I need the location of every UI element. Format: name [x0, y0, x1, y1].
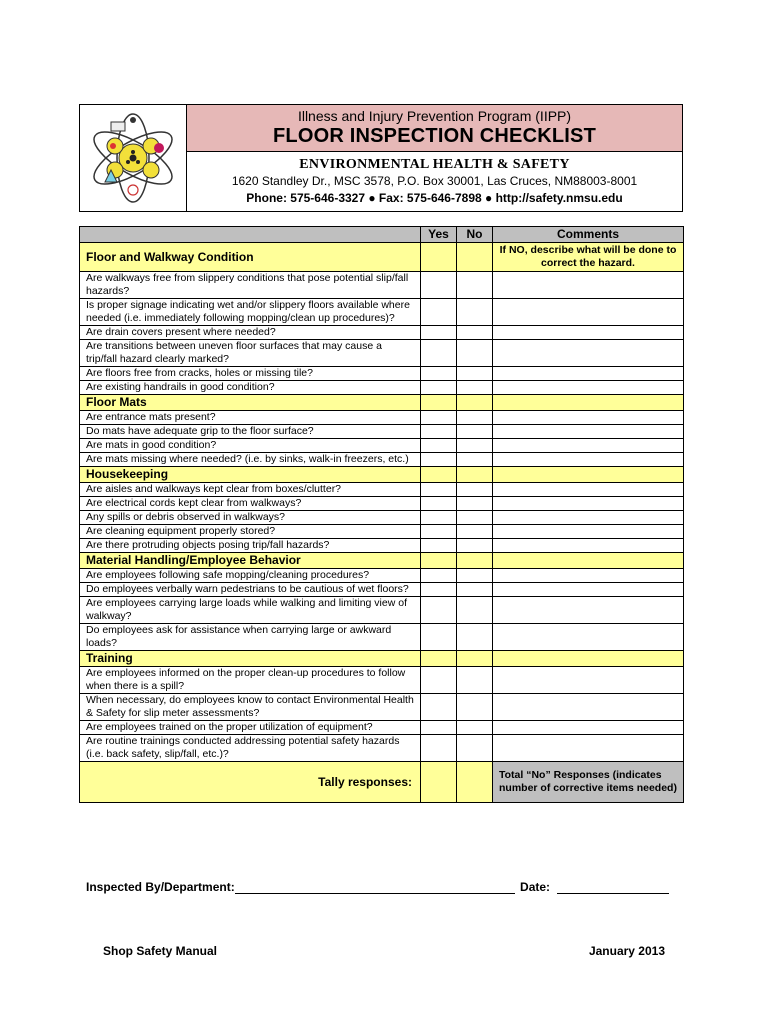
document-title: FLOOR INSPECTION CHECKLIST — [273, 125, 596, 147]
section-title: Floor Mats — [80, 395, 421, 411]
table-row — [80, 326, 684, 340]
no-checkbox-cell[interactable] — [457, 735, 493, 762]
table-row — [80, 525, 684, 539]
question-text: Are employees trained on the proper utilization of equipment? — [80, 721, 421, 735]
section-no-cell — [457, 651, 493, 667]
comments-cell[interactable] — [493, 735, 684, 762]
section-yes-cell — [421, 243, 457, 272]
header-blank-cell — [80, 227, 421, 243]
tally-label: Tally responses: — [80, 762, 421, 803]
question-text: Are drain covers present where needed? — [80, 326, 421, 340]
section-row — [80, 467, 684, 483]
table-row — [80, 439, 684, 453]
table-row — [80, 367, 684, 381]
section-no-cell — [457, 553, 493, 569]
section-no-cell — [457, 395, 493, 411]
table-row — [80, 483, 684, 497]
comments-cell[interactable] — [493, 439, 684, 453]
question-text: Are mats missing where needed? (i.e. by sinks, walk-in freezers, etc.) — [80, 453, 421, 467]
table-row — [80, 667, 684, 694]
yes-checkbox-cell[interactable] — [421, 597, 457, 624]
table-row — [80, 721, 684, 735]
section-yes-cell — [421, 395, 457, 411]
table-row — [80, 340, 684, 367]
inspection-checklist-table — [79, 226, 684, 803]
question-text: Are employees carrying large loads while walking and limiting view of walkway? — [80, 597, 421, 624]
comments-cell[interactable] — [493, 539, 684, 553]
checklist-body — [80, 243, 684, 803]
table-row — [80, 735, 684, 762]
no-checkbox-cell[interactable] — [457, 299, 493, 326]
no-checkbox-cell[interactable] — [457, 453, 493, 467]
table-row — [80, 569, 684, 583]
section-yes-cell — [421, 467, 457, 483]
section-comments-cell — [493, 651, 684, 667]
no-checkbox-cell[interactable] — [457, 272, 493, 299]
comments-cell[interactable] — [493, 511, 684, 525]
no-checkbox-cell[interactable] — [457, 597, 493, 624]
question-text: Are mats in good condition? — [80, 439, 421, 453]
comments-cell[interactable] — [493, 299, 684, 326]
section-title: Housekeeping — [80, 467, 421, 483]
no-checkbox-cell[interactable] — [457, 439, 493, 453]
no-checkbox-cell[interactable] — [457, 569, 493, 583]
yes-checkbox-cell[interactable] — [421, 539, 457, 553]
table-header-row — [80, 227, 684, 243]
inspected-by-field[interactable] — [235, 881, 515, 894]
comments-cell[interactable] — [493, 525, 684, 539]
no-checkbox-cell[interactable] — [457, 525, 493, 539]
yes-checkbox-cell[interactable] — [421, 439, 457, 453]
comments-cell[interactable] — [493, 381, 684, 395]
table-row — [80, 624, 684, 651]
question-text: Are employees informed on the proper clean-up procedures to follow when there is a spill? — [80, 667, 421, 694]
question-text: Are cleaning equipment properly stored? — [80, 525, 421, 539]
no-checkbox-cell[interactable] — [457, 511, 493, 525]
question-text: Are entrance mats present? — [80, 411, 421, 425]
question-text: Is proper signage indicating wet and/or slippery floors available where needed (i.e. immediately following mopping/clean up procedures)? — [80, 299, 421, 326]
footer-manual-name: Shop Safety Manual — [103, 944, 218, 958]
table-row — [80, 511, 684, 525]
question-text: Are aisles and walkways kept clear from boxes/clutter? — [80, 483, 421, 497]
signature-line — [86, 880, 676, 894]
question-text: Are walkways free from slippery conditions that pose potential slip/fall hazards? — [80, 272, 421, 299]
question-text: Are there protruding objects posing trip/fall hazards? — [80, 539, 421, 553]
comments-column-header: Comments — [493, 227, 684, 243]
no-checkbox-cell[interactable] — [457, 497, 493, 511]
yes-checkbox-cell[interactable] — [421, 624, 457, 651]
question-text: Do mats have adequate grip to the floor surface? — [80, 425, 421, 439]
no-checkbox-cell[interactable] — [457, 425, 493, 439]
yes-checkbox-cell[interactable] — [421, 569, 457, 583]
table-row — [80, 497, 684, 511]
yes-checkbox-cell[interactable] — [421, 367, 457, 381]
yes-checkbox-cell[interactable] — [421, 340, 457, 367]
yes-checkbox-cell[interactable] — [421, 272, 457, 299]
no-checkbox-cell[interactable] — [457, 721, 493, 735]
question-text: Are electrical cords kept clear from walkways? — [80, 497, 421, 511]
section-row — [80, 553, 684, 569]
no-checkbox-cell[interactable] — [457, 539, 493, 553]
section-row — [80, 395, 684, 411]
organization-address: 1620 Standley Dr., MSC 3578, P.O. Box 30001, Las Cruces, NM88003-8001 — [231, 174, 638, 188]
section-comments-cell — [493, 553, 684, 569]
comments-cell[interactable] — [493, 272, 684, 299]
yes-checkbox-cell[interactable] — [421, 453, 457, 467]
table-row — [80, 583, 684, 597]
logo-cell — [80, 105, 187, 211]
question-text: Are floors free from cracks, holes or missing tile? — [80, 367, 421, 381]
no-checkbox-cell[interactable] — [457, 483, 493, 497]
title-cell — [187, 105, 682, 211]
no-checkbox-cell[interactable] — [457, 381, 493, 395]
no-checkbox-cell[interactable] — [457, 694, 493, 721]
section-row — [80, 651, 684, 667]
section-title: Material Handling/Employee Behavior — [80, 553, 421, 569]
no-checkbox-cell[interactable] — [457, 624, 493, 651]
table-row — [80, 272, 684, 299]
table-row — [80, 299, 684, 326]
no-column-header: No — [457, 227, 493, 243]
comments-cell[interactable] — [493, 583, 684, 597]
yes-checkbox-cell[interactable] — [421, 667, 457, 694]
section-row — [80, 243, 684, 272]
question-text: Are existing handrails in good condition? — [80, 381, 421, 395]
no-checkbox-cell[interactable] — [457, 411, 493, 425]
yes-checkbox-cell[interactable] — [421, 326, 457, 340]
question-text: Are transitions between uneven floor surfaces that may cause a trip/fall hazard clearly marked? — [80, 340, 421, 367]
table-row — [80, 694, 684, 721]
title-band — [187, 105, 682, 152]
question-text: Do employees verbally warn pedestrians to be cautious of wet floors? — [80, 583, 421, 597]
organization-contact: Phone: 575-646-3327 ● Fax: 575-646-7898 ● http://safety.nmsu.edu — [246, 191, 623, 205]
comments-cell[interactable] — [493, 721, 684, 735]
comments-cell[interactable] — [493, 569, 684, 583]
comments-cell[interactable] — [493, 425, 684, 439]
tally-no-cell[interactable] — [457, 762, 493, 803]
comments-cell[interactable] — [493, 667, 684, 694]
question-text: Are employees following safe mopping/cleaning procedures? — [80, 569, 421, 583]
section-no-cell — [457, 243, 493, 272]
comments-cell[interactable] — [493, 367, 684, 381]
table-row — [80, 425, 684, 439]
yes-checkbox-cell[interactable] — [421, 735, 457, 762]
no-checkbox-cell[interactable] — [457, 367, 493, 381]
table-row — [80, 597, 684, 624]
date-field[interactable] — [557, 881, 669, 894]
comments-cell[interactable] — [493, 694, 684, 721]
comments-cell[interactable] — [493, 453, 684, 467]
document-header — [79, 104, 683, 212]
question-text: When necessary, do employees know to contact Environmental Health & Safety for slip meter assessments? — [80, 694, 421, 721]
footer-date: January 2013 — [588, 944, 665, 958]
section-title: Floor and Walkway Condition — [80, 243, 421, 272]
section-no-cell — [457, 467, 493, 483]
comments-cell[interactable] — [493, 497, 684, 511]
comment-instruction: If NO, describe what will be done to correct the hazard. — [493, 243, 684, 272]
program-name: Illness and Injury Prevention Program (IIPP) — [297, 108, 572, 124]
tally-note: Total “No” Responses (indicates number of corrective items needed) — [493, 762, 684, 803]
yes-checkbox-cell[interactable] — [421, 694, 457, 721]
question-text: Do employees ask for assistance when carrying large or awkward loads? — [80, 624, 421, 651]
safety-atom-logo-icon — [85, 112, 181, 204]
comments-cell[interactable] — [493, 411, 684, 425]
table-row — [80, 539, 684, 553]
yes-column-header: Yes — [421, 227, 457, 243]
comments-cell[interactable] — [493, 597, 684, 624]
yes-checkbox-cell[interactable] — [421, 497, 457, 511]
comments-cell[interactable] — [493, 624, 684, 651]
yes-checkbox-cell[interactable] — [421, 299, 457, 326]
section-comments-cell — [493, 467, 684, 483]
section-comments-cell — [493, 395, 684, 411]
section-yes-cell — [421, 553, 457, 569]
section-yes-cell — [421, 651, 457, 667]
yes-checkbox-cell[interactable] — [421, 511, 457, 525]
tally-row — [80, 762, 684, 803]
comments-cell[interactable] — [493, 326, 684, 340]
yes-checkbox-cell[interactable] — [421, 425, 457, 439]
yes-checkbox-cell[interactable] — [421, 525, 457, 539]
table-row — [80, 453, 684, 467]
yes-checkbox-cell[interactable] — [421, 411, 457, 425]
question-text: Any spills or debris observed in walkways? — [80, 511, 421, 525]
question-text: Are routine trainings conducted addressing potential safety hazards (i.e. back safety, slip/fall, etc.)? — [80, 735, 421, 762]
no-checkbox-cell[interactable] — [457, 340, 493, 367]
yes-checkbox-cell[interactable] — [421, 583, 457, 597]
inspected-by-label: Inspected By/Department: — [86, 880, 235, 894]
section-title: Training — [80, 651, 421, 667]
yes-checkbox-cell[interactable] — [421, 483, 457, 497]
no-checkbox-cell[interactable] — [457, 583, 493, 597]
table-row — [80, 381, 684, 395]
no-checkbox-cell[interactable] — [457, 667, 493, 694]
comments-cell[interactable] — [493, 483, 684, 497]
organization-name: ENVIRONMENTAL HEALTH & SAFETY — [299, 157, 570, 172]
organization-band — [187, 152, 682, 211]
table-row — [80, 411, 684, 425]
no-checkbox-cell[interactable] — [457, 326, 493, 340]
tally-yes-cell[interactable] — [421, 762, 457, 803]
date-label: Date: — [520, 880, 551, 894]
yes-checkbox-cell[interactable] — [421, 381, 457, 395]
yes-checkbox-cell[interactable] — [421, 721, 457, 735]
comments-cell[interactable] — [493, 340, 684, 367]
